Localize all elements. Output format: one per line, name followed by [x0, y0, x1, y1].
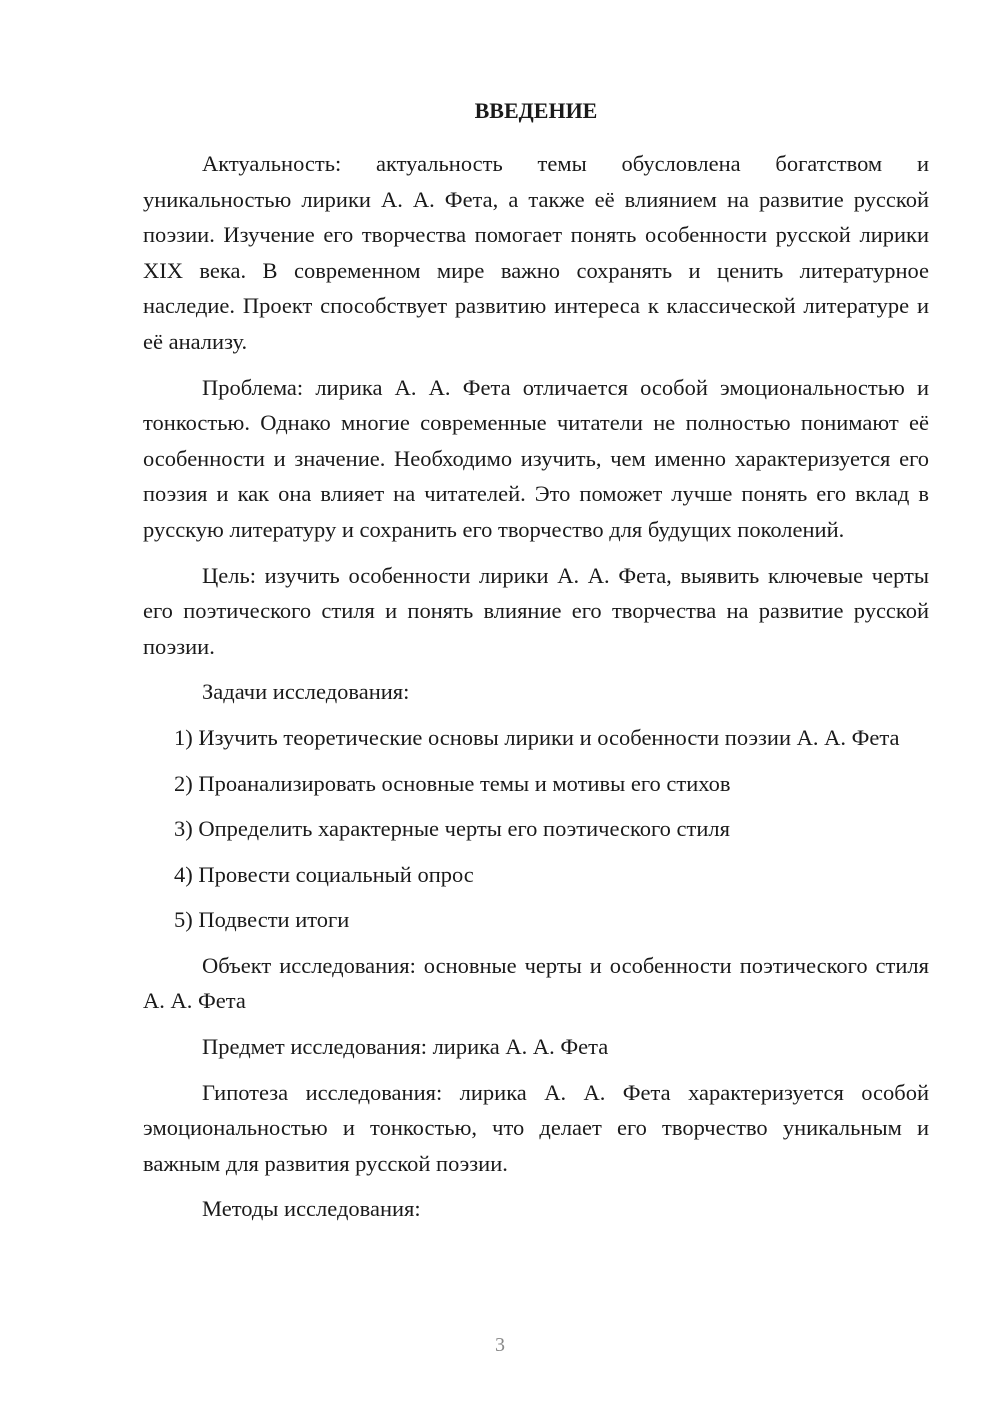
tasks-title: Задачи исследования:: [202, 679, 410, 705]
problem-paragraph: Проблема: лирика А. А. Фета отличается особой эмоциональностью и тонкостью. Однако многие современные читатели не полностью понимают её особенности и значение. Необходимо изучить, чем именно характеризуется его поэзия и как она влияет на читателей. Это поможет лучше понять его вклад в русскую литературу и сохранить его творчество для будущих поколений.: [143, 374, 929, 542]
methods-title: Методы исследования:: [202, 1196, 421, 1222]
task-item: 3) Определить характерные черты его поэтического стиля: [174, 816, 730, 842]
object-paragraph: Объект исследования: основные черты и особенности поэтического стиля А. А. Фета: [143, 952, 929, 1014]
goal-paragraph: Цель: изучить особенности лирики А. А. Фета, выявить ключевые черты его поэтического стиля и понять влияние его творчества на развитие русской поэзии.: [143, 562, 929, 659]
relevance-paragraph: Актуальность: актуальность темы обусловлена богатством и уникальностью лирики А. А. Фета, а также её влиянием на развитие русской поэзии. Изучение его творчества помогает понять особенности русской лирики XIX века. В современном мире важно сохранять и ценить литературное наследие. Проект способствует развитию интереса к классической литературе и её анализу.: [143, 151, 929, 354]
subject-paragraph: Предмет исследования: лирика А. А. Фета: [202, 1034, 609, 1060]
page-content: [143, 96, 929, 1237]
section-heading: ВВЕДЕНИЕ: [474, 98, 598, 123]
task-item: 4) Провести социальный опрос: [174, 861, 474, 887]
page-number: 3: [495, 1334, 505, 1356]
task-item: 5) Подвести итоги: [174, 907, 350, 933]
task-item: 1) Изучить теоретические основы лирики и особенности поэзии А. А. Фета: [174, 724, 900, 750]
hypothesis-paragraph: Гипотеза исследования: лирика А. А. Фета характеризуется особой эмоциональностью и тонкостью, что делает его творчество уникальным и важным для развития русской поэзии.: [143, 1079, 929, 1176]
task-item: 2) Проанализировать основные темы и мотивы его стихов: [174, 770, 731, 796]
